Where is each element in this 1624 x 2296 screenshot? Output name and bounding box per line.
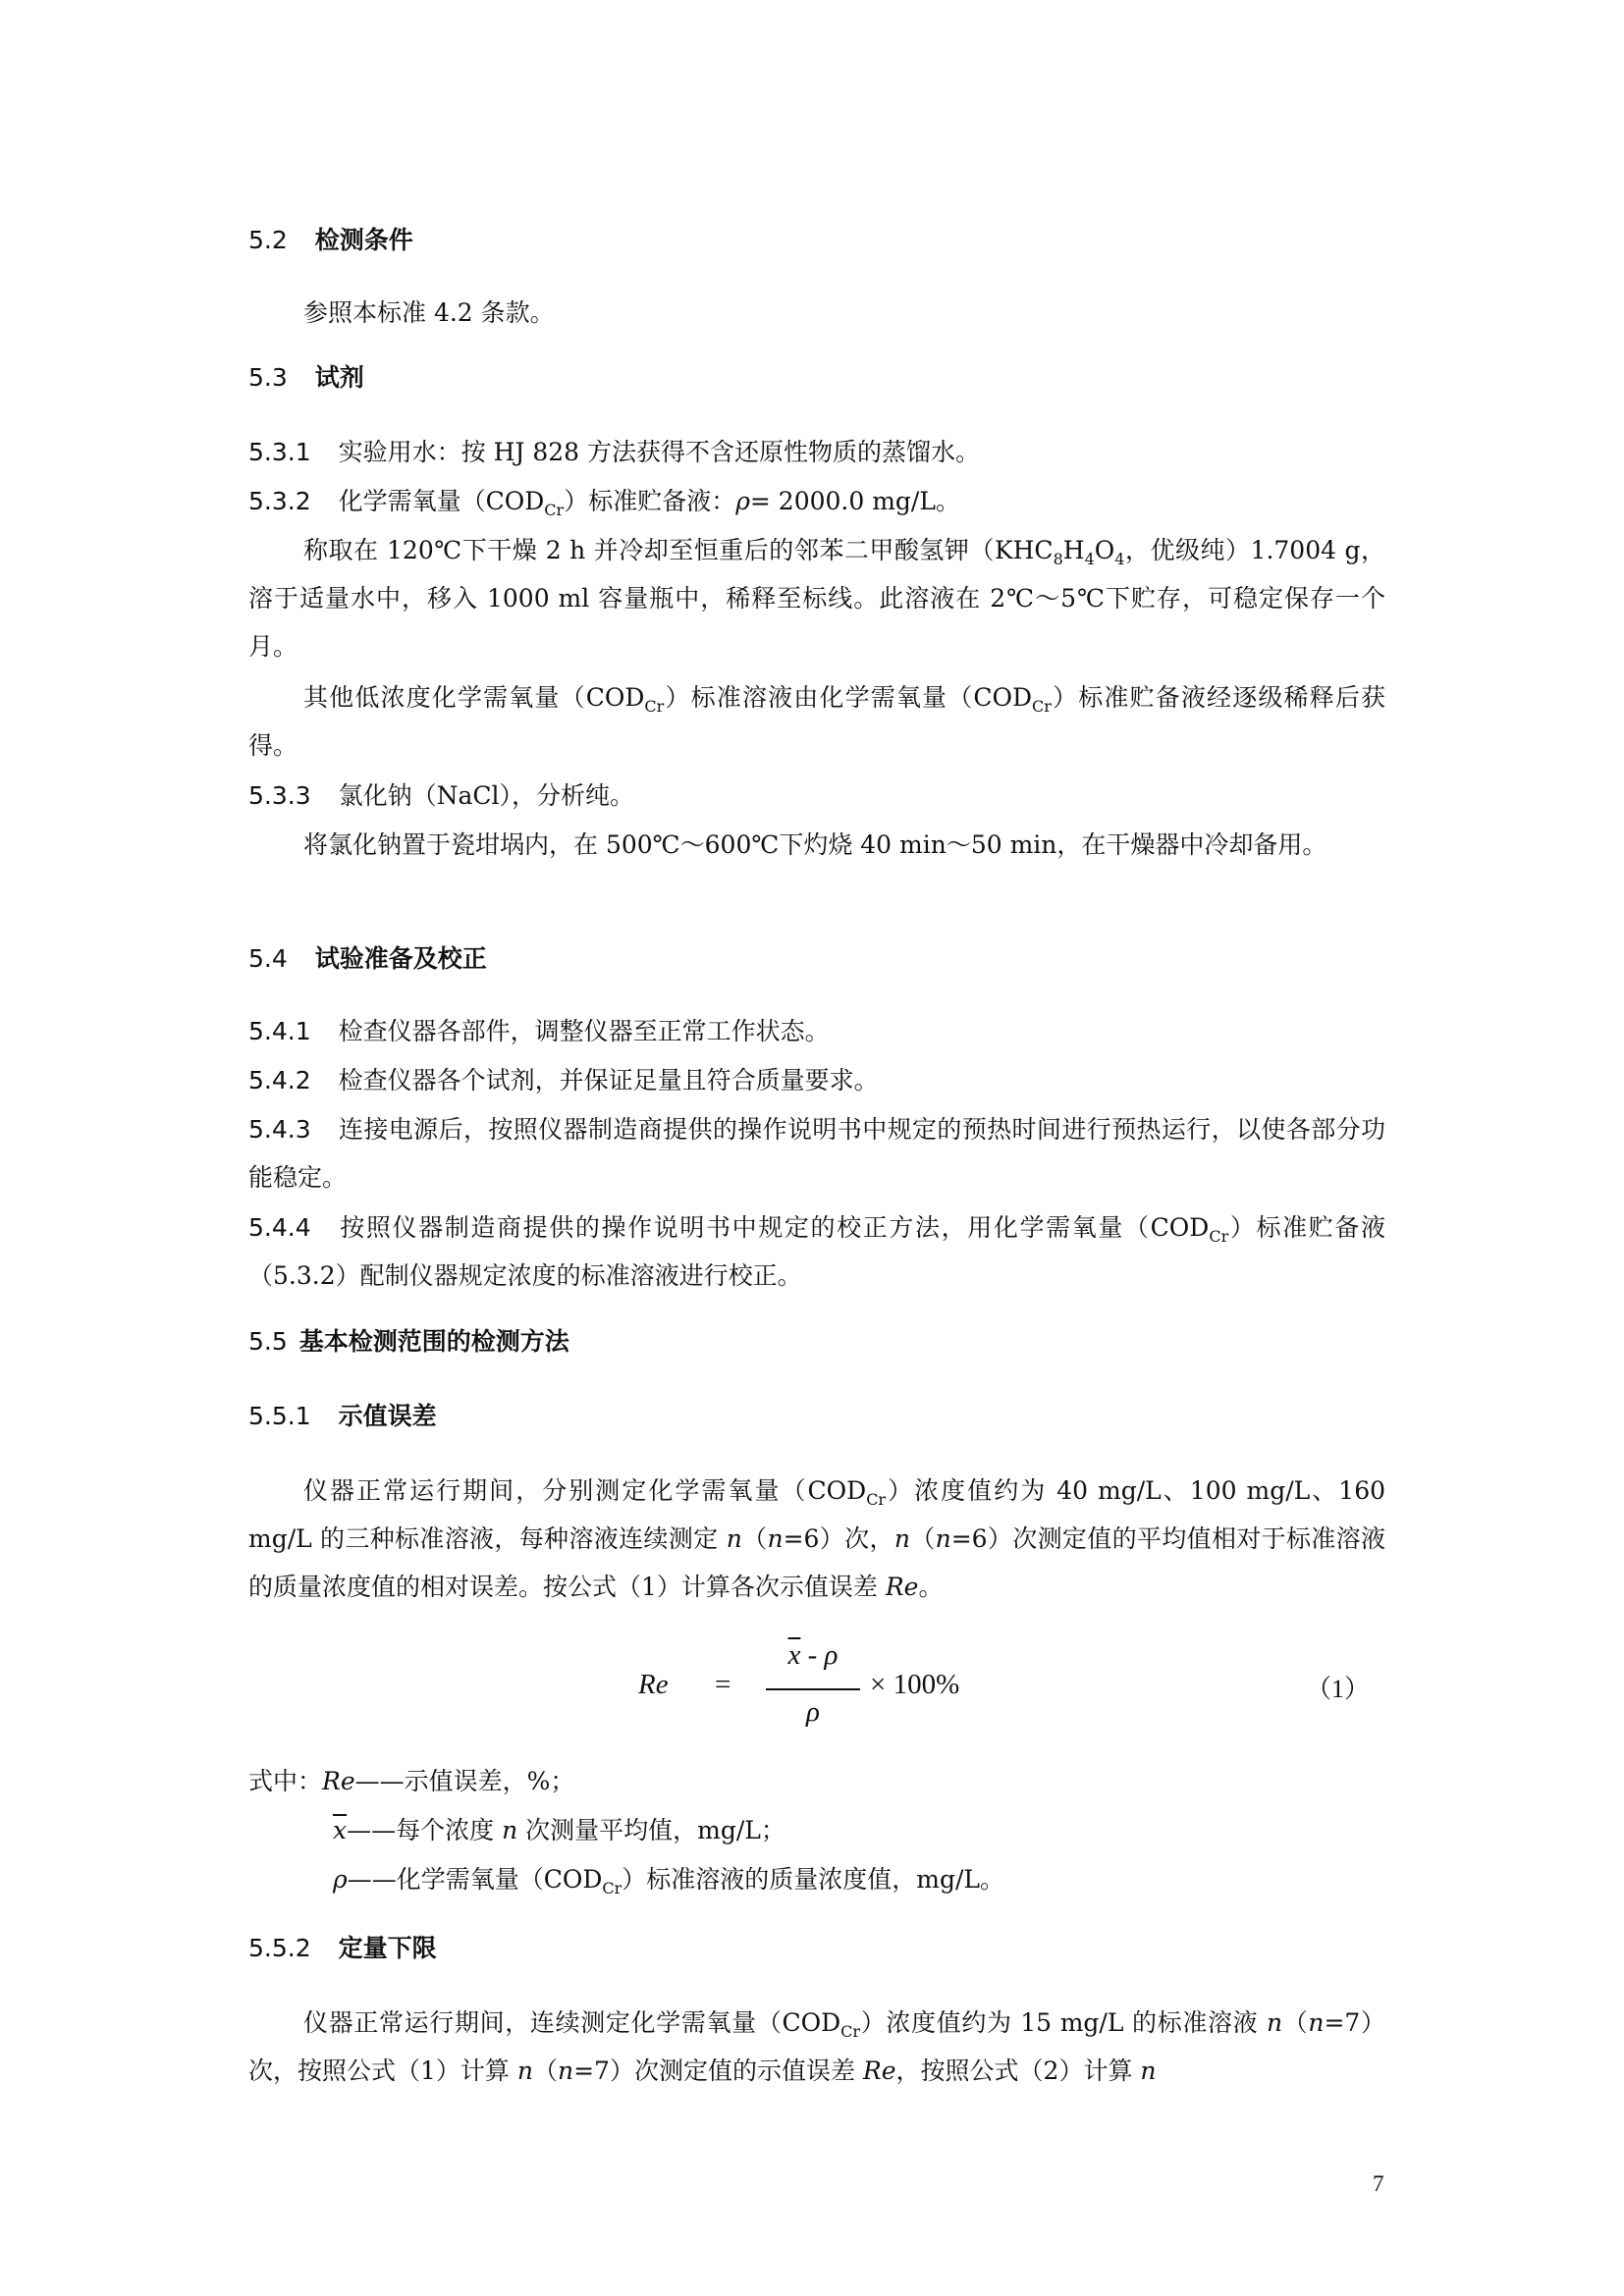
legend-symbol: $\overline{x}$ (333, 1816, 348, 1844)
text: 仪器正常运行期间，连续测定化学需氧量（COD (303, 2008, 841, 2037)
clause-number: 5.4.1 (248, 1017, 311, 1045)
formula-denominator: ρ (806, 1696, 820, 1728)
legend-symbol: Re (322, 1767, 355, 1795)
variable-n: n (726, 1524, 742, 1553)
section-number: 5.2 (248, 226, 288, 254)
section-5-4-heading (248, 934, 1385, 983)
legend-text: ——示值误差，%； (354, 1767, 575, 1795)
clause-5-4-4 (248, 1203, 1385, 1300)
clause-5-4-2 (248, 1056, 1385, 1104)
section-title: 基本检测范围的检测方法 (298, 1327, 569, 1356)
text: 仪器正常运行期间，分别测定化学需氧量（COD (303, 1476, 867, 1505)
subscript: Cr (866, 1490, 887, 1509)
clause-text: 按照仪器制造商提供的操作说明书中规定的校正方法，用化学需氧量（COD (338, 1213, 1210, 1242)
section-5-5-heading (248, 1317, 1385, 1365)
fraction-bar (766, 1688, 860, 1690)
text: ）标准贮备液经逐级稀释后获得。 (248, 683, 1385, 760)
text: （ (1282, 2008, 1309, 2037)
clause-text: 检查仪器各个试剂，并保证足量且符合质量要求。 (338, 1066, 879, 1095)
section-title: 定量下限 (338, 1934, 437, 1962)
clause-5-3-2-paragraph-2 (248, 673, 1385, 770)
formula-1 (619, 1639, 960, 1747)
variable-n: n (1308, 2008, 1325, 2037)
legend-symbol: ρ (333, 1865, 348, 1894)
section-title: 试剂 (314, 363, 364, 392)
formula-lhs: Re (638, 1669, 669, 1700)
page-number: 7 (1373, 2171, 1384, 2196)
section-5-5-1-heading (248, 1392, 1385, 1440)
clause-5-4-1 (248, 1007, 1385, 1055)
rho-symbol: ρ (735, 487, 750, 515)
clause-5-3-2 (248, 477, 1385, 525)
legend-text: ——每个浓度 (347, 1816, 503, 1844)
section-5-3-heading (248, 353, 1385, 401)
section-5-2-body: 参照本标准 4.2 条款。 (303, 298, 555, 327)
equation-number: （1） (1306, 1675, 1371, 1703)
variable-n: n (1266, 2008, 1283, 2037)
clause-5-3-1 (248, 428, 1385, 476)
clause-text: 氯化钠（NaCl），分析纯。 (338, 781, 635, 810)
clause-number: 5.4.3 (248, 1115, 311, 1144)
variable-n: n (935, 1524, 951, 1553)
legend-text: ）标准溶液的质量浓度值，mg/L。 (622, 1865, 1005, 1894)
text: ，按照公式（2）计算 (895, 2056, 1141, 2085)
subscript: Cr (1032, 697, 1052, 716)
clause-number: 5.3.2 (248, 487, 311, 515)
section-5-5-2-paragraph (248, 1999, 1385, 2095)
subscript: Cr (1209, 1227, 1229, 1246)
variable-re: Re (862, 2056, 896, 2085)
clause-number: 5.4.4 (248, 1213, 311, 1242)
clause-number: 5.3.3 (248, 781, 311, 810)
section-title: 示值误差 (338, 1402, 437, 1430)
text: 称取在 120℃下干燥 2 h 并冷却至恒重后的邻苯二甲酸氢钾（KHC (303, 536, 1054, 564)
clause-text: = 2000.0 mg/L。 (749, 487, 960, 515)
legend-prefix: 式中： (248, 1767, 323, 1795)
section-5-2-heading (248, 216, 1385, 264)
clause-text: ）标准贮备液（5.3.2）配制仪器规定浓度的标准溶液进行校正。 (248, 1213, 1385, 1290)
text: ）浓度值约为 15 mg/L 的标准溶液 (860, 2008, 1267, 2037)
subscript: Cr (644, 697, 665, 716)
text: ，优级纯）1.7004 g，溶于适量水中，移入 1000 ml 容量瓶中，稀释至标线。此溶液在 2℃～5℃下贮存，可稳定保存一个月。 (248, 536, 1385, 661)
text: （ (532, 2056, 558, 2085)
variable-n: n (1140, 2056, 1157, 2085)
subscript: 4 (1114, 550, 1125, 568)
section-title: 检测条件 (314, 226, 413, 254)
formula-fraction (766, 1639, 860, 1739)
text: 其他低浓度化学需氧量（COD (303, 683, 645, 712)
clause-text: ）标准贮备液： (564, 487, 736, 515)
variable-re: Re (885, 1573, 919, 1601)
section-number: 5.5.1 (248, 1402, 311, 1430)
clause-number: 5.4.2 (248, 1066, 311, 1095)
text: =7）次，按照公式（1）计算 (248, 2008, 1385, 2085)
variable-n: n (516, 2056, 533, 2085)
clause-5-3-3 (248, 772, 1385, 820)
formula-legend (248, 1757, 1004, 1904)
text: 。 (918, 1573, 944, 1601)
section-number: 5.5.2 (248, 1934, 311, 1962)
text: =6）次， (783, 1524, 894, 1553)
clause-text: 实验用水：按 HJ 828 方法获得不含还原性物质的蒸馏水。 (338, 438, 981, 466)
section-number: 5.3 (248, 363, 288, 392)
text: H (1062, 536, 1085, 564)
text: =6）次测定值的平均值相对于标准溶液的质量浓度值的相对误差。按公式（1）计算各次示值误差 (248, 1524, 1385, 1601)
legend-line-rho (248, 1855, 1004, 1904)
formula-multiplier: × 100% (870, 1669, 960, 1700)
clause-text: 检查仪器各部件，调整仪器至正常工作状态。 (338, 1017, 830, 1045)
text: =7）次测定值的示值误差 (573, 2056, 863, 2085)
section-5-5-2-heading (248, 1924, 1385, 1972)
clause-5-3-2-paragraph-1 (248, 526, 1385, 670)
variable-n: n (893, 1524, 910, 1553)
numerator-rest: - ρ (800, 1639, 839, 1671)
formula-numerator (766, 1639, 860, 1682)
legend-text: ——化学需氧量（COD (347, 1865, 603, 1894)
clause-5-4-3 (248, 1105, 1385, 1201)
clause-number: 5.3.1 (248, 438, 311, 466)
variable-n: n (767, 1524, 784, 1553)
text: （ (741, 1524, 768, 1553)
text: O (1094, 536, 1115, 564)
section-number: 5.4 (248, 944, 288, 973)
variable-n: n (502, 1816, 518, 1844)
text: ）标准溶液由化学需氧量（COD (664, 683, 1033, 712)
legend-line-xbar (248, 1806, 1004, 1855)
section-number: 5.5 (248, 1327, 288, 1356)
legend-line-re (248, 1757, 1004, 1806)
section-5-5-1-paragraph (248, 1467, 1385, 1611)
clause-5-3-3-body: 将氯化钠置于瓷坩埚内，在 500℃～600℃下灼烧 40 min～50 min，在干燥器中冷却备用。 (303, 830, 1327, 859)
clause-text: 连接电源后，按照仪器制造商提供的操作说明书中规定的预热时间进行预热运行，以使各部分功能稳定。 (248, 1115, 1385, 1192)
subscript: Cr (544, 501, 565, 519)
formula-equals: = (715, 1669, 731, 1700)
subscript: 8 (1053, 550, 1063, 568)
subscript: Cr (602, 1879, 623, 1897)
text: （ (909, 1524, 936, 1553)
subscript: Cr (840, 2022, 861, 2041)
x-bar-symbol: $\overline{x}$ (787, 1639, 801, 1671)
clause-text: 化学需氧量（COD (338, 487, 545, 515)
section-title: 试验准备及校正 (314, 944, 487, 973)
variable-n: n (557, 2056, 574, 2085)
text: ）浓度值约为 40 mg/L、100 mg/L、160 mg/L 的三种标准溶液，每种溶液连续测定 (248, 1476, 1386, 1553)
subscript: 4 (1084, 550, 1095, 568)
legend-text: 次测量平均值，mg/L； (517, 1816, 785, 1844)
